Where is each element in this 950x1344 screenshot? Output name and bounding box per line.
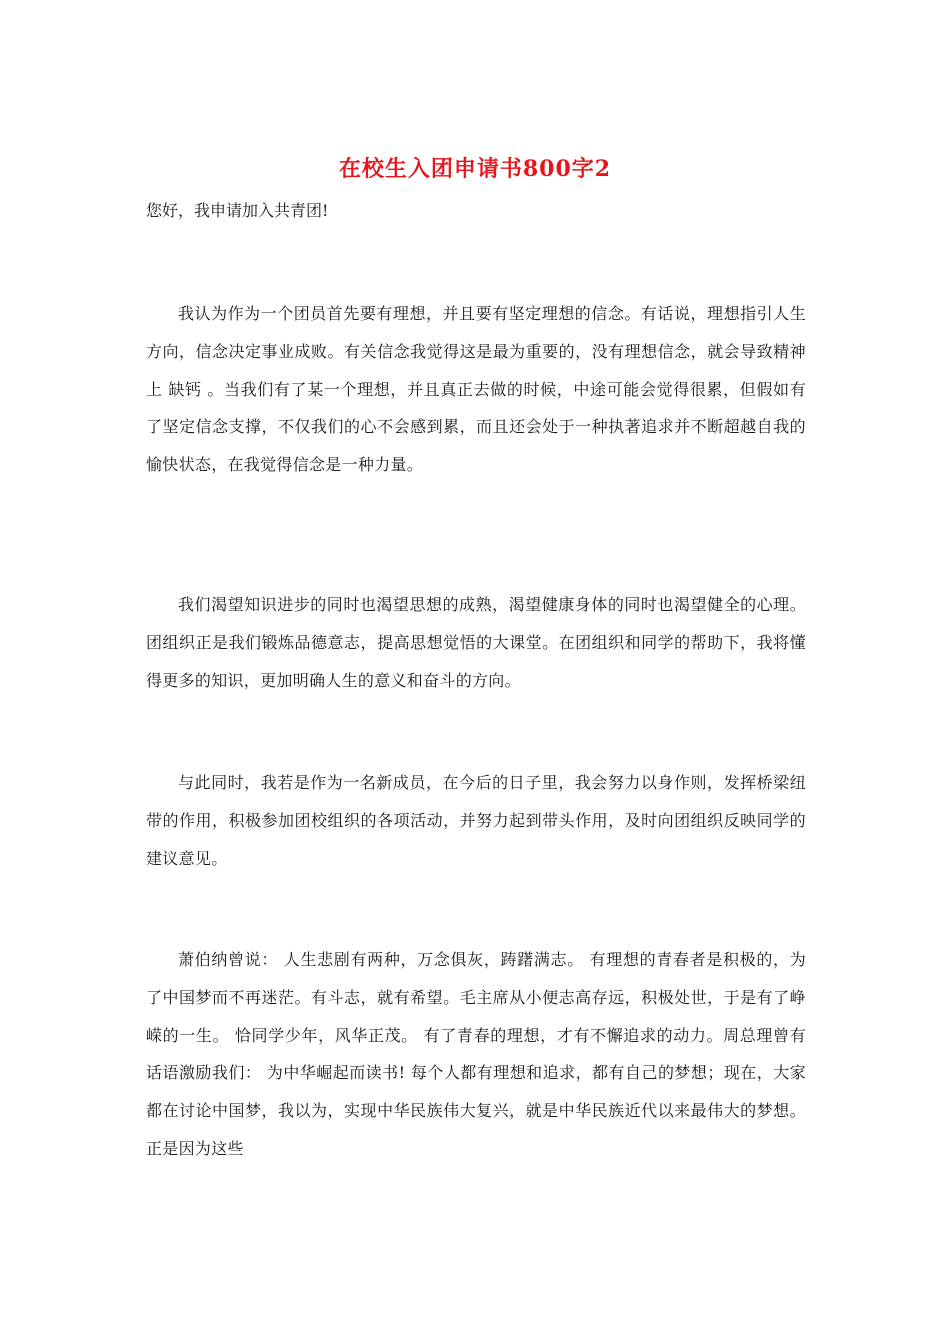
body-paragraph: 萧伯纳曾说： 人生悲剧有两种，万念俱灰，踌躇满志。 有理想的青春者是积极的，为了中国梦而不再迷茫。有斗志，就有希望。毛主席从小便志高存远，积极处世，于是有了峥嵘的一生。 恰同学少年，风华正茂。 有了青春的理想，才有不懈追求的动力。周总理曾有话语激励我们： 为中华崛起而读书! 每个人都有理想和追求，都有自己的梦想；现在，大家都在讨论中国梦，我以为，实现中华民族伟大复兴，就是中华民族近代以来最伟大的梦想。正是因为这些	[146, 950, 806, 1158]
body-paragraph: 我认为作为一个团员首先要有理想，并且要有坚定理想的信念。有话说，理想指引人生方向，信念决定事业成败。有关信念我觉得这是最为重要的，没有理想信念，就会导致精神上 缺钙 。当我们有了某一个理想，并且真正去做的时候，中途可能会觉得很累，但假如有了坚定信念支撑，不仅我们的心不会感到累，而且还会处于一种执著追求并不断超越自我的愉快状态，在我觉得信念是一种力量。	[146, 304, 806, 475]
body-paragraph: 我们渴望知识进步的同时也渴望思想的成熟，渴望健康身体的同时也渴望健全的心理。团组织正是我们锻炼品德意志，提高思想觉悟的大课堂。在团组织和同学的帮助下，我将懂得更多的知识，更加明确人生的意义和奋斗的方向。	[146, 595, 806, 690]
document-title: 在校生入团申请书800字2	[338, 156, 612, 182]
body-paragraph: 与此同时，我若是作为一名新成员，在今后的日子里，我会努力以身作则，发挥桥梁纽带的作用，积极参加团校组织的各项活动，并努力起到带头作用，及时向团组织反映同学的建议意见。	[146, 773, 806, 868]
greeting-line: 您好，我申请加入共青团!	[146, 201, 329, 220]
